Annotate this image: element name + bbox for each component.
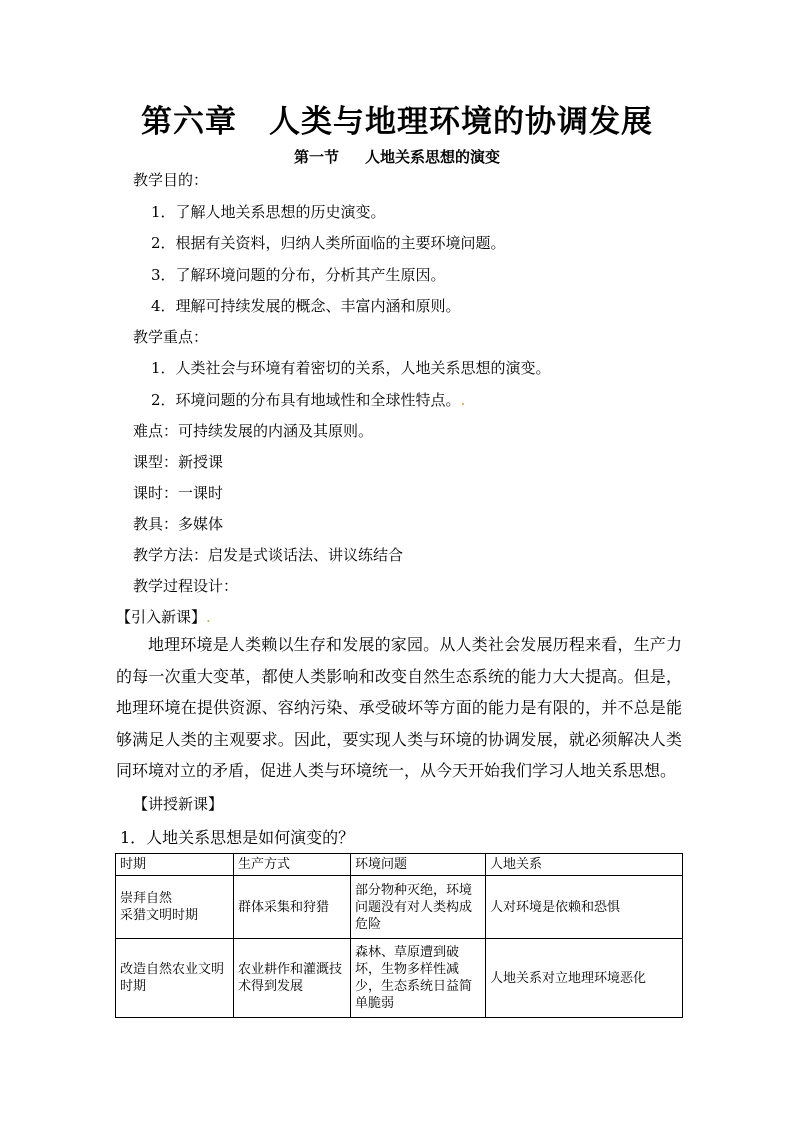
keypoints-heading: 教学重点： <box>133 328 209 346</box>
table-row <box>116 876 683 939</box>
table-header-row <box>116 854 683 876</box>
table-header-cell: 人地关系 <box>486 854 683 876</box>
table-cell-relation: 人对环境是依赖和恐惧 <box>486 876 683 939</box>
objective-item: 1．了解人地关系思想的历史演变。 <box>151 203 386 221</box>
table-cell-production: 农业耕作和灌溉技术得到发展 <box>234 939 351 1018</box>
table-row <box>116 939 683 1018</box>
teach-heading: 【讲授新课】 <box>133 795 224 813</box>
relations-table <box>115 853 683 1018</box>
keypoint-item: 2．环境问题的分布具有地域性和全球性特点。. <box>151 391 466 409</box>
section-title <box>0 146 794 167</box>
table-cell-period: 改造自然农业文明时期 <box>116 939 234 1018</box>
table-cell-problem: 部分物种灭绝，环境问题没有对人类构成危险 <box>351 876 486 939</box>
table-header-cell: 时期 <box>116 854 234 876</box>
teaching-aids-line: 教具：多媒体 <box>133 515 224 533</box>
objectives-heading: 教学目的： <box>133 171 209 189</box>
table-cell-period: 崇拜自然 采猎文明时期 <box>116 876 234 939</box>
question-line: 1．人地关系思想是如何演变的？ <box>120 828 355 847</box>
intro-heading: 【引入新课】. <box>116 608 211 626</box>
objective-item: 4．理解可持续发展的概念、丰富内涵和原则。 <box>151 297 461 315</box>
table-cell-production: 群体采集和狩猎 <box>234 876 351 939</box>
table-header-cell: 环境问题 <box>351 854 486 876</box>
lesson-hours-line: 课时：一课时 <box>133 484 224 502</box>
teaching-method-line: 教学方法：启发是式谈话法、讲议练结合 <box>133 546 404 564</box>
chapter-title: 第六章 人类与地理环境的协调发展 <box>141 104 653 140</box>
lesson-type-line: 课型：新授课 <box>133 453 224 471</box>
objective-item: 3．了解环境问题的分布，分析其产生原因。 <box>151 266 446 284</box>
table-header-cell: 生产方式 <box>234 854 351 876</box>
intro-paragraph: 地理环境是人类赖以生存和发展的家园。从人类社会发展历程来看，生产力的每一次重大变革，都使人类影响和改变自然生态系统的能力大大提高。但是，地理环境在提供资源、容纳污染、承受破坏等方面的能力是有限的，并不总是能够满足人类的主观要求。因此，要实现人类与环境的协调发展，就必须解决人类同环境对立的矛盾，促进人类与环境统一，从今天开始我们学习人地关系思想。 <box>116 635 682 780</box>
keypoint-item: 1．人类社会与环境有着密切的关系，人地关系思想的演变。 <box>151 359 551 377</box>
section-number: 第一节 <box>293 148 339 166</box>
objective-item: 2．根据有关资料，归纳人类所面临的主要环境问题。 <box>151 234 506 252</box>
table-cell-problem: 森林、草原遭到破坏，生物多样性减少，生态系统日益简单脆弱 <box>351 939 486 1018</box>
difficulty-line: 难点：可持续发展的内涵及其原则。 <box>133 422 374 440</box>
table-cell-relation: 人地关系对立地理环境恶化 <box>486 939 683 1018</box>
process-heading: 教学过程设计： <box>133 577 239 595</box>
section-name: 人地关系思想的演变 <box>365 148 501 166</box>
